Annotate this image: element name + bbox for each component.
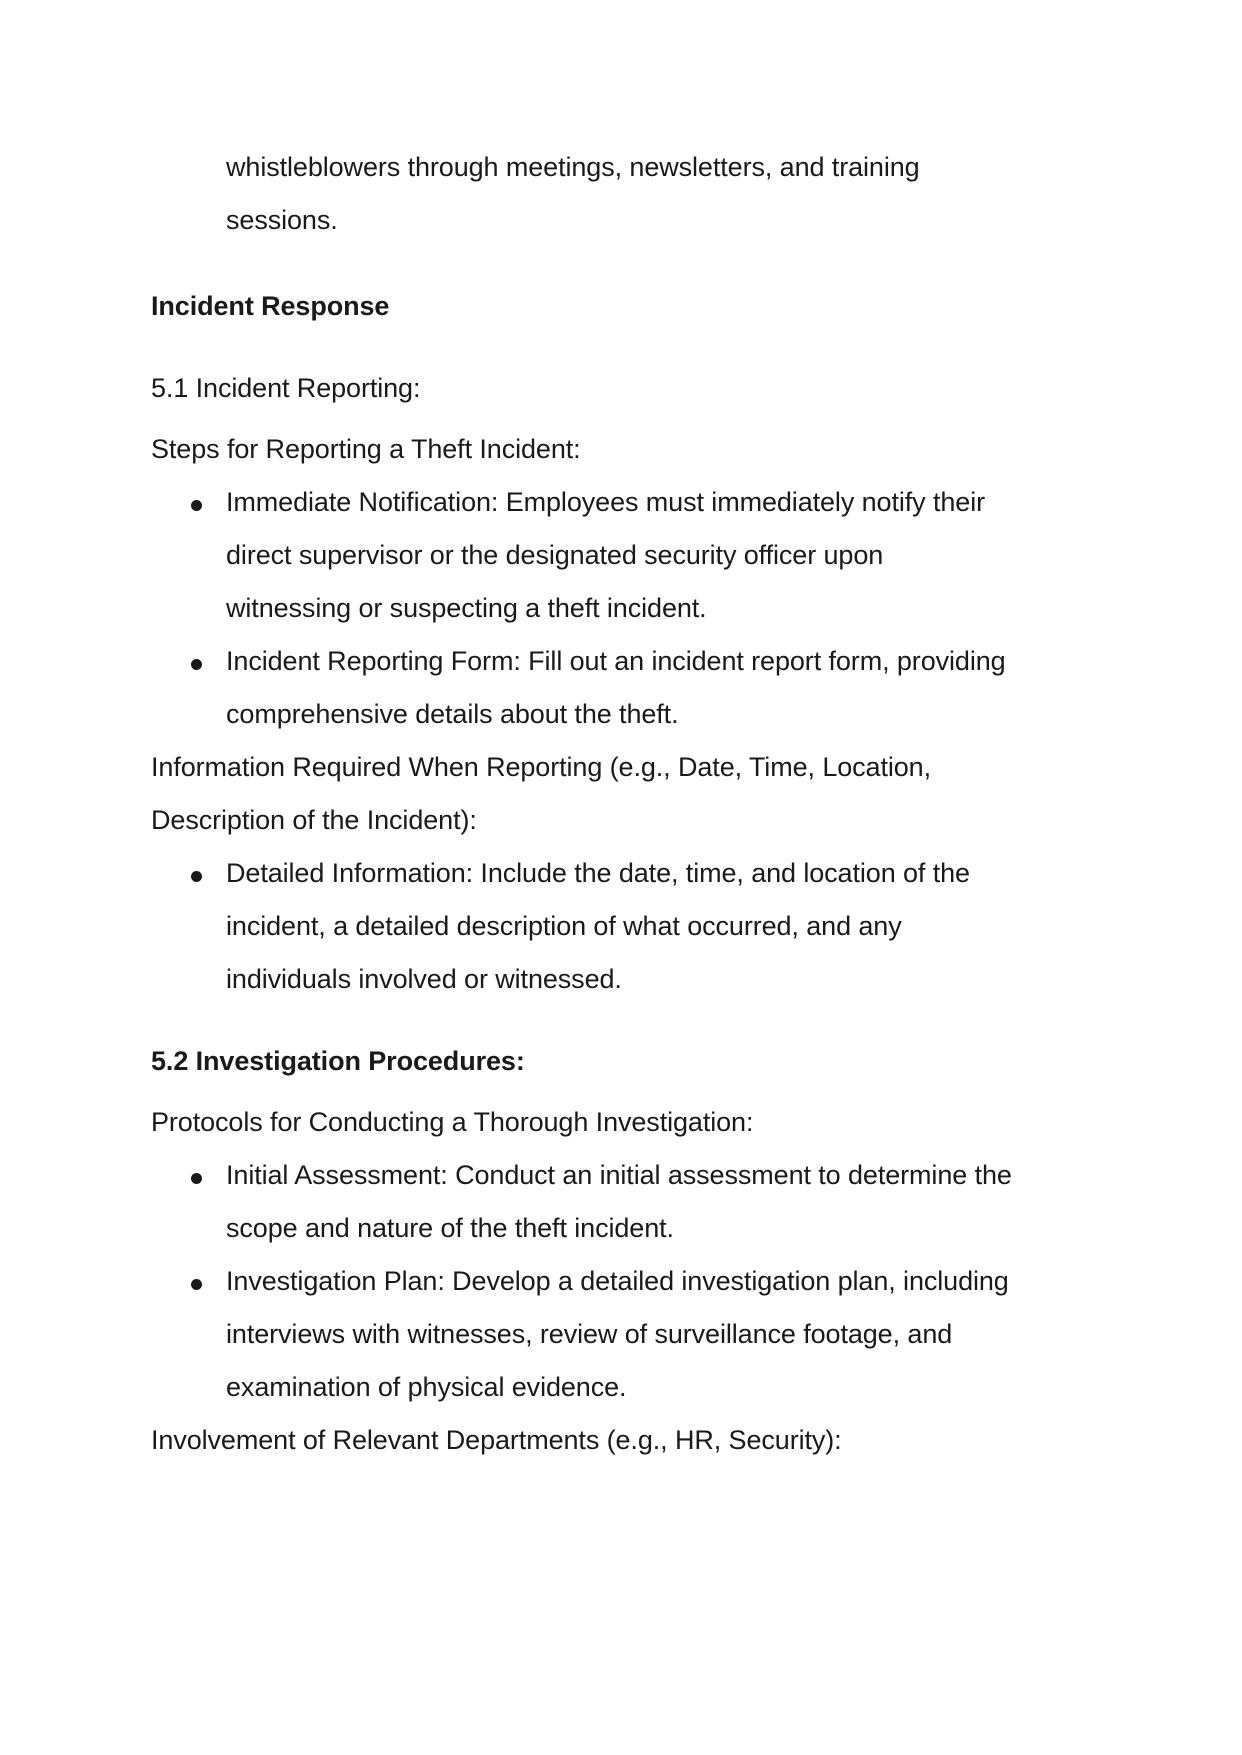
bullet-text-line: Initial Assessment: Conduct an initial assessment to determine the: [226, 1160, 1012, 1190]
continuation-text-line-1: whistleblowers through meetings, newsletters, and training: [226, 152, 920, 182]
bullet-text-line: incident, a detailed description of what occurred, and any: [226, 911, 902, 941]
bullet-text-line: individuals involved or witnessed.: [226, 964, 622, 994]
bullet-text-line: interviews with witnesses, review of surveillance footage, and: [226, 1319, 953, 1349]
bullet-text-line: Detailed Information: Include the date, time, and location of the: [226, 858, 970, 888]
steps-label: Steps for Reporting a Theft Incident:: [151, 434, 581, 464]
bullet-text-line: examination of physical evidence.: [226, 1372, 627, 1402]
bullet-icon: [191, 871, 202, 882]
continuation-text-line-2: sessions.: [226, 205, 338, 235]
bullet-text-line: direct supervisor or the designated security officer upon: [226, 540, 884, 570]
bullet-text-line: Incident Reporting Form: Fill out an incident report form, providing: [226, 646, 1006, 676]
departments-label: Involvement of Relevant Departments (e.g., HR, Security):: [151, 1425, 842, 1455]
protocols-label: Protocols for Conducting a Thorough Investigation:: [151, 1107, 754, 1137]
bullet-text-line: scope and nature of the theft incident.: [226, 1213, 674, 1243]
bullet-text-line: Investigation Plan: Develop a detailed investigation plan, including: [226, 1266, 1009, 1296]
subsection-heading-5-1: 5.1 Incident Reporting:: [151, 373, 421, 403]
info-required-label-line-2: Description of the Incident):: [151, 805, 477, 835]
bullet-icon: [191, 1279, 202, 1290]
bullet-text-line: witnessing or suspecting a theft incident.: [226, 593, 707, 623]
bullet-icon: [191, 659, 202, 670]
bullet-text-line: comprehensive details about the theft.: [226, 699, 679, 729]
subsection-heading-5-2: 5.2 Investigation Procedures:: [151, 1046, 525, 1076]
info-required-label-line-1: Information Required When Reporting (e.g., Date, Time, Location,: [151, 752, 932, 782]
bullet-text-line: Immediate Notification: Employees must immediately notify their: [226, 487, 985, 517]
bullet-icon: [191, 500, 202, 511]
bullet-icon: [191, 1173, 202, 1184]
section-heading: Incident Response: [151, 291, 390, 321]
